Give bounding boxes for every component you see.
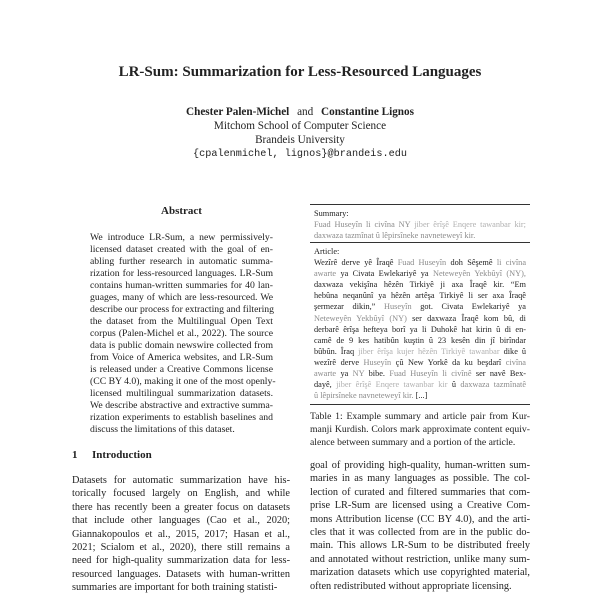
highlighted-segment: awarte [314,269,337,279]
highlighted-segment: Huseyîn [363,357,392,367]
text-line: torically focused largely on English, and while [72,488,290,500]
text-segment: wezîrê derve [314,357,364,367]
summary-text [314,219,526,241]
text-line [314,301,526,312]
text-line: corpus (Palen-Michel et al., 2022). The source [90,328,273,339]
affiliation: Mitchom School of Computer Science [213,120,387,133]
text-line: data is public domain newswire collected from [90,340,273,351]
text-line: resourced languages. Datasets with human-written [72,568,290,580]
highlighted-segment: daxwaza tazmînat û lêpirsîneke navneteweyî kir. [314,231,476,241]
highlighted-segment: Fuad Huseyîn [397,258,447,268]
text-line: need for high-quality summarization data for less- [72,555,290,567]
article-cell [314,246,526,401]
text-line: maries in as many languages as possible. The col- [310,473,530,485]
text-line: rization experiments to establish baselines and [90,412,273,423]
text-segment: ya Civata Ewlekariyê ya [336,269,433,279]
text-line [314,230,526,241]
section-title: Introduction [92,449,152,461]
text-line: abling further research in automatic summa- [90,256,273,267]
highlighted-segment: li civîna [496,258,527,268]
text-segment: bibe. [364,369,390,379]
author-names [0,105,600,119]
highlighted-segment: jiber êrîşê Enqere tawanbar kir; [414,220,526,230]
text-line: prise LR-Sum are licensed using a Creative Com- [310,500,530,512]
author-1: Chester Palen-Michel [186,106,290,118]
text-segment: ser navê Bex- [471,369,526,379]
text-segment: dike û [499,346,526,356]
text-segment: derbarê êrîşa hefteya borî ya li Duhokê hat kirin û di en- [314,324,526,334]
abstract-body [90,232,276,436]
text-line: describe our process for extracting and filtering [90,304,274,315]
text-line: that include other languages (Cao et al., 2020; [72,515,290,527]
text-line [314,346,526,357]
highlighted-segment: Neteweyên Yekbûyî (NY), [432,269,527,279]
text-segment: doh Sêşemê [446,258,497,268]
author-2: Constantine Lignos [321,106,414,118]
text-line: rization for less-resourced languages. LR-Sum [90,268,273,279]
table-bottom-rule [310,404,530,405]
highlighted-segment: Fuad Huseyîn li civîna NY [314,220,415,230]
author-block [0,105,600,162]
text-segment: bûbûn. Îraq [314,346,359,356]
text-line [314,219,526,230]
text-line [314,390,526,401]
table-top-rule [310,204,530,205]
paper-title: LR-Sum: Summarization for Less-Resourced Languages [118,64,482,80]
text-line: alence between summary and a portion of the article. [310,437,516,448]
text-line: cles that it was collected from are in the public do- [310,527,530,539]
highlighted-segment: daxwaza tazmînatê [460,380,527,390]
author-email: {cpalenmichel, lignos}@brandeis.edu [193,148,407,160]
text-line: and annotated without restriction, unlike many sum- [310,553,530,565]
text-line: We describe abstractive and extractive summa- [90,400,273,411]
text-segment: got. Civata Ewlekariyê ya [411,302,526,312]
section-heading [72,449,152,461]
text-line: lection of curated and filtered summaries that com- [310,486,530,498]
text-segment: [...] [413,391,428,401]
text-line: 2021; Scialom et al., 2020), there still remains a [72,542,290,554]
abstract-heading: Abstract [161,205,202,217]
text-segment: camê de 9 kes hatibûn kuştin û 23 kesên din jî birîndar [314,335,526,345]
university: Brandeis University [255,134,345,147]
text-line: the dataset from the Multilingual Open Text [90,316,273,327]
text-line: marization datasets which use copyrighted material, [310,567,530,579]
text-line: Datasets for automatic summarization have his- [72,475,290,486]
text-line [314,290,526,301]
text-segment: daxwaza vekişîna hêzên Tirkiyê ji axa Îraqê kir. “Em [314,280,526,290]
text-line: discuss the limitations of this dataset. [90,424,235,435]
text-segment: û [447,380,461,390]
text-line: guages, many of which are less-resourced. We [90,292,273,303]
table-mid-rule [310,242,530,243]
text-line: contains human-written summaries for 40 lan- [90,280,273,291]
text-segment: çû New Yorkê da ku beşdarî [391,357,506,367]
text-line [314,368,526,379]
text-line: goal of providing high-quality, human-written sum- [310,460,530,471]
text-line: Giannakopoulos et al., 2015, 2017; Hasan et al., [72,528,290,540]
text-line: (CC BY 4.0), making it one of the most openly- [90,376,276,387]
text-line [314,313,526,324]
text-line: is released under a Creative Commons license [90,364,273,375]
highlighted-segment: awarte [314,369,337,379]
article-text [314,257,526,401]
summary-cell [314,208,526,241]
section-number: 1 [72,449,78,461]
article-label: Article: [314,247,340,256]
text-line: there has recently been a greater focus on datasets [72,501,290,513]
text-line: licensed dataset created with the goal of en- [90,244,273,255]
text-line: Table 1: Example summary and article pair from Kur- [310,411,530,422]
summary-label: Summary: [314,209,349,218]
right-column-paragraph [310,459,530,593]
text-segment: şermezar dikin,” [314,302,384,312]
text-line: licensed multilingual summarization datasets. [90,388,273,399]
text-line [314,257,526,268]
text-line [314,379,526,390]
text-segment: ya [336,369,353,379]
highlighted-segment: jiber êrîşa kujer hêzên Tirkiyê tawanbar [358,346,500,356]
text-segment: ser daxwaza Îraqê kom bû, di [406,313,526,323]
author-conjunction: and [297,106,314,118]
text-line: often redistributed without appropriate licensing. [310,580,512,592]
text-line: manji Kurdish. Colors mark approximate content equiv- [310,424,530,435]
text-line: We introduce LR-Sum, a new permissively- [90,232,273,243]
text-line: mons Attribution license (CC BY 4.0), and the arti- [310,513,530,525]
highlighted-segment: civîna [505,357,526,367]
table-caption [310,410,530,449]
highlighted-segment: jiber êrîşê Enqere tawanbar kir [336,380,448,390]
text-segment: Wezîrê derve yê Îraqê [314,258,398,268]
highlighted-segment: Fuad Huseyîn li civînê [389,369,472,379]
text-line: summaries are important for both training statisti- [72,582,278,594]
text-line: from Voice of America websites, and LR-Sum [90,352,273,363]
highlighted-segment: Neteweyên Yekbûyî (NY) [314,313,407,323]
highlighted-segment: NY [352,369,365,379]
text-line: main. This allows LR-Sum to be distributed freely [310,540,530,552]
highlighted-segment: û lêpirsîneke navneteweyî kir. [314,391,414,401]
text-segment: hebûna neqanûnî ya hêzên artêşa Tirkiyê li ser axa Îraqê [314,291,526,301]
text-line [314,357,526,368]
intro-paragraph [72,474,290,595]
highlighted-segment: Huseyîn [383,302,412,312]
text-line [314,335,526,346]
text-line [314,268,526,279]
text-line [314,324,526,335]
text-line [314,279,526,290]
text-segment: dayê, [314,380,337,390]
